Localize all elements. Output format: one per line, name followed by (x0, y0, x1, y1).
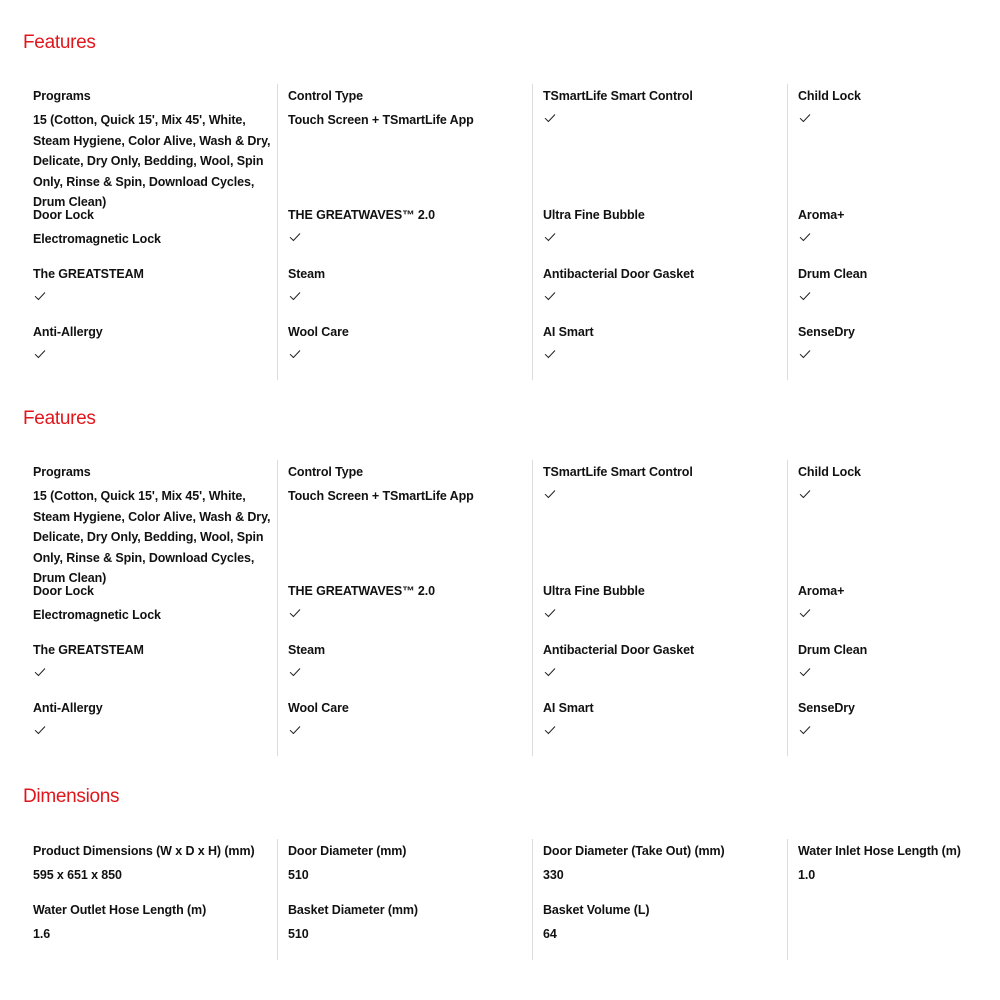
features-column (278, 460, 533, 756)
spec-item-ultra-fine-bubble (543, 583, 781, 618)
spec-label: The GREATSTEAM (33, 267, 144, 281)
checkmark-icon (289, 349, 301, 359)
features-column (788, 460, 988, 756)
spec-label: Drum Clean (798, 267, 868, 281)
spec-label: Steam (288, 643, 326, 657)
checkmark-icon (799, 113, 811, 123)
spec-item-ai-smart (543, 324, 781, 359)
spec-item-ultra-fine-bubble (543, 207, 781, 242)
spec-item-sensedry (798, 700, 982, 735)
spec-item-greatwaves (288, 207, 526, 242)
spec-value: Touch Screen + TSmartLife App (288, 489, 474, 503)
checkmark-icon (289, 291, 301, 301)
spec-label: TSmartLife Smart Control (543, 465, 693, 479)
section-title: Features (23, 408, 96, 429)
spec-item-drum-clean (798, 266, 982, 301)
spec-item-steam (288, 642, 526, 677)
spec-value: Electromagnetic Lock (33, 232, 161, 246)
features-grid-2 (23, 460, 1000, 756)
dimensions-column (533, 839, 788, 960)
spec-item-inlet-hose (798, 843, 982, 886)
spec-label: Basket Diameter (mm) (288, 903, 418, 917)
spec-item-product-dimensions (33, 843, 271, 886)
checkmark-icon (289, 608, 301, 618)
spec-label: The GREATSTEAM (33, 643, 144, 657)
spec-label: Programs (33, 89, 91, 103)
features-column (788, 84, 988, 380)
features-section-1 (0, 22, 985, 392)
spec-item-outlet-hose (33, 902, 271, 945)
checkmark-icon (799, 608, 811, 618)
spec-label: AI Smart (543, 325, 594, 339)
checkmark-icon (34, 725, 46, 735)
spec-value: 510 (288, 868, 309, 882)
spec-label: AI Smart (543, 701, 594, 715)
features-column (23, 84, 278, 380)
spec-value: 64 (543, 927, 557, 941)
dimensions-grid (23, 839, 1000, 960)
spec-item-child-lock (798, 464, 982, 499)
spec-label: Antibacterial Door Gasket (543, 267, 695, 281)
spec-item-control-type (288, 464, 526, 507)
section-title: Dimensions (23, 786, 120, 807)
spec-item-door-diameter-take-out (543, 843, 781, 886)
spec-item-door-lock (33, 207, 271, 250)
spec-label: Control Type (288, 465, 363, 479)
checkmark-icon (799, 725, 811, 735)
spec-item-steam (288, 266, 526, 301)
spec-item-aroma (798, 207, 982, 242)
checkmark-icon (34, 291, 46, 301)
spec-item-control-type (288, 88, 526, 131)
spec-label: Water Inlet Hose Length (m) (798, 844, 961, 858)
spec-label: Water Outlet Hose Length (m) (33, 903, 207, 917)
checkmark-icon (289, 667, 301, 677)
spec-label: Child Lock (798, 465, 861, 479)
checkmark-icon (289, 725, 301, 735)
spec-value: Electromagnetic Lock (33, 608, 161, 622)
spec-item-basket-diameter (288, 902, 526, 945)
spec-item-wool-care (288, 324, 526, 359)
checkmark-icon (799, 232, 811, 242)
dimensions-section (0, 777, 985, 977)
spec-item-anti-allergy (33, 700, 271, 735)
spec-item-anti-allergy (33, 324, 271, 359)
spec-item-door-diameter (288, 843, 526, 886)
checkmark-icon (544, 608, 556, 618)
dimensions-column (23, 839, 278, 960)
spec-label: Antibacterial Door Gasket (543, 643, 695, 657)
spec-value: 1.6 (33, 927, 51, 941)
spec-label: Product Dimensions (W x D x H) (mm) (33, 844, 255, 858)
spec-item-programs (33, 464, 271, 589)
spec-label: SenseDry (798, 325, 855, 339)
checkmark-icon (544, 667, 556, 677)
features-section-2 (0, 398, 985, 776)
spec-label: Aroma+ (798, 584, 845, 598)
spec-item-wool-care (288, 700, 526, 735)
features-column (533, 84, 788, 380)
spec-item-door-gasket (543, 266, 781, 301)
dimensions-column (278, 839, 533, 960)
spec-label: Programs (33, 465, 91, 479)
checkmark-icon (544, 725, 556, 735)
spec-value: 15 (Cotton, Quick 15', Mix 45', White, Steam Hygiene, Color Alive, Wash & Dry, Delicate, Dry Only, Bedding, Wool, Spin Only, Rinse & Spin, Download Cycles, Drum Clean) (33, 113, 271, 209)
dimensions-column (788, 839, 988, 960)
spec-label: Ultra Fine Bubble (543, 584, 645, 598)
spec-label: Control Type (288, 89, 363, 103)
spec-item-aroma (798, 583, 982, 618)
spec-label: Steam (288, 267, 326, 281)
checkmark-icon (289, 232, 301, 242)
spec-item-smart-control (543, 88, 781, 123)
spec-item-door-gasket (543, 642, 781, 677)
spec-label: Door Lock (33, 208, 94, 222)
spec-label: Drum Clean (798, 643, 868, 657)
spec-value: 330 (543, 868, 564, 882)
spec-label: TSmartLife Smart Control (543, 89, 693, 103)
spec-item-greatwaves (288, 583, 526, 618)
spec-label: Door Lock (33, 584, 94, 598)
features-column (23, 460, 278, 756)
spec-label: Wool Care (288, 701, 349, 715)
spec-value: Touch Screen + TSmartLife App (288, 113, 474, 127)
spec-label: Child Lock (798, 89, 861, 103)
spec-label: Wool Care (288, 325, 349, 339)
spec-item-child-lock (798, 88, 982, 123)
spec-item-smart-control (543, 464, 781, 499)
spec-item-basket-volume (543, 902, 781, 945)
checkmark-icon (799, 667, 811, 677)
spec-label: Aroma+ (798, 208, 845, 222)
checkmark-icon (34, 667, 46, 677)
spec-item-door-lock (33, 583, 271, 626)
spec-label: Ultra Fine Bubble (543, 208, 645, 222)
spec-value: 595 x 651 x 850 (33, 868, 122, 882)
checkmark-icon (799, 291, 811, 301)
section-title: Features (23, 32, 96, 53)
spec-label: SenseDry (798, 701, 855, 715)
spec-value: 1.0 (798, 868, 816, 882)
features-column (533, 460, 788, 756)
spec-item-ai-smart (543, 700, 781, 735)
spec-label: THE GREATWAVES™ 2.0 (288, 584, 435, 598)
checkmark-icon (544, 489, 556, 499)
spec-item-drum-clean (798, 642, 982, 677)
spec-label: Door Diameter (Take Out) (mm) (543, 844, 725, 858)
checkmark-icon (799, 349, 811, 359)
checkmark-icon (544, 349, 556, 359)
features-grid-1 (23, 84, 1000, 380)
spec-label: THE GREATWAVES™ 2.0 (288, 208, 435, 222)
spec-item-greatsteam (33, 642, 271, 677)
spec-label: Door Diameter (mm) (288, 844, 407, 858)
spec-value: 510 (288, 927, 309, 941)
checkmark-icon (799, 489, 811, 499)
spec-item-greatsteam (33, 266, 271, 301)
spec-value: 15 (Cotton, Quick 15', Mix 45', White, Steam Hygiene, Color Alive, Wash & Dry, Delicate, Dry Only, Bedding, Wool, Spin Only, Rinse & Spin, Download Cycles, Drum Clean) (33, 489, 271, 585)
spec-label: Basket Volume (L) (543, 903, 650, 917)
checkmark-icon (544, 232, 556, 242)
spec-label: Anti-Allergy (33, 325, 103, 339)
checkmark-icon (34, 349, 46, 359)
checkmark-icon (544, 113, 556, 123)
spec-item-programs (33, 88, 271, 213)
spec-label: Anti-Allergy (33, 701, 103, 715)
spec-item-sensedry (798, 324, 982, 359)
features-column (278, 84, 533, 380)
checkmark-icon (544, 291, 556, 301)
